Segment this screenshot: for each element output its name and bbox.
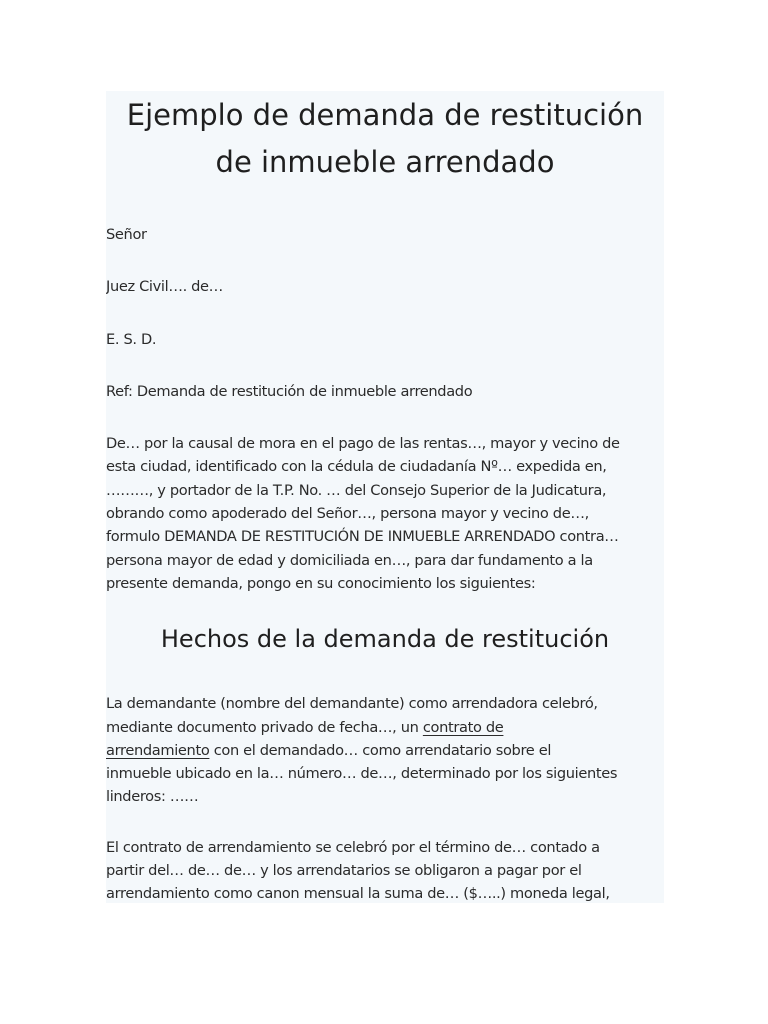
section-title: Hechos de la demanda de restitución (160, 625, 610, 654)
document-title (106, 91, 664, 186)
document-title-line-2: de inmueble arrendado (215, 145, 555, 179)
intro-line: esta ciudad, identificado con la cédula de ciudadanía Nº… expedida en, (106, 458, 607, 476)
facts-text: con el demandado… como arrendatario sobre el (209, 741, 552, 759)
facts-line (106, 716, 664, 739)
facts-line: inmueble ubicado en la… número… de…, determinado por los siguientes (106, 765, 618, 783)
facts-paragraph-1 (106, 692, 664, 808)
intro-line: formulo DEMANDA DE RESTITUCIÓN DE INMUEBLE ARRENDADO contra… (106, 528, 619, 546)
facts-line: linderos: …… (106, 788, 199, 806)
facts-paragraph-2 (106, 836, 664, 903)
document-title-line-1: Ejemplo de demanda de restitución (126, 98, 644, 132)
intro-line: presente demanda, pongo en su conocimiento los siguientes: (106, 574, 536, 592)
esd-line: E. S. D. (106, 330, 157, 348)
intro-paragraph (106, 432, 664, 595)
intro-line: persona mayor de edad y domiciliada en…, para dar fundamento a la (106, 551, 593, 569)
intro-line: obrando como apoderado del Señor…, persona mayor y vecino de…, (106, 505, 589, 523)
contrato-arrendamiento-link[interactable]: contrato de (422, 718, 504, 736)
contrato-arrendamiento-link-continued[interactable]: arrendamiento (106, 741, 210, 759)
facts-line: El contrato de arrendamiento se celebró por el término de… contado a (106, 838, 600, 856)
facts-text: mediante documento privado de fecha…, un (106, 718, 423, 736)
addressee: Juez Civil…. de… (106, 278, 223, 296)
facts-line: arrendamiento como canon mensual la suma de… ($…..) moneda legal, (106, 885, 610, 903)
intro-line: ………, y portador de la T.P. No. … del Consejo Superior de la Judicatura, (106, 481, 607, 499)
facts-line: La demandante (nombre del demandante) como arrendadora celebró, (106, 695, 598, 713)
intro-line: De… por la causal de mora en el pago de las rentas…, mayor y vecino de (106, 435, 620, 453)
facts-line (106, 739, 664, 762)
reference-line: Ref: Demanda de restitución de inmueble arrendado (106, 382, 473, 400)
document-page (106, 91, 664, 903)
salutation: Señor (106, 226, 147, 243)
facts-line: partir del… de… de… y los arrendatarios se obligaron a pagar por el (106, 862, 582, 880)
